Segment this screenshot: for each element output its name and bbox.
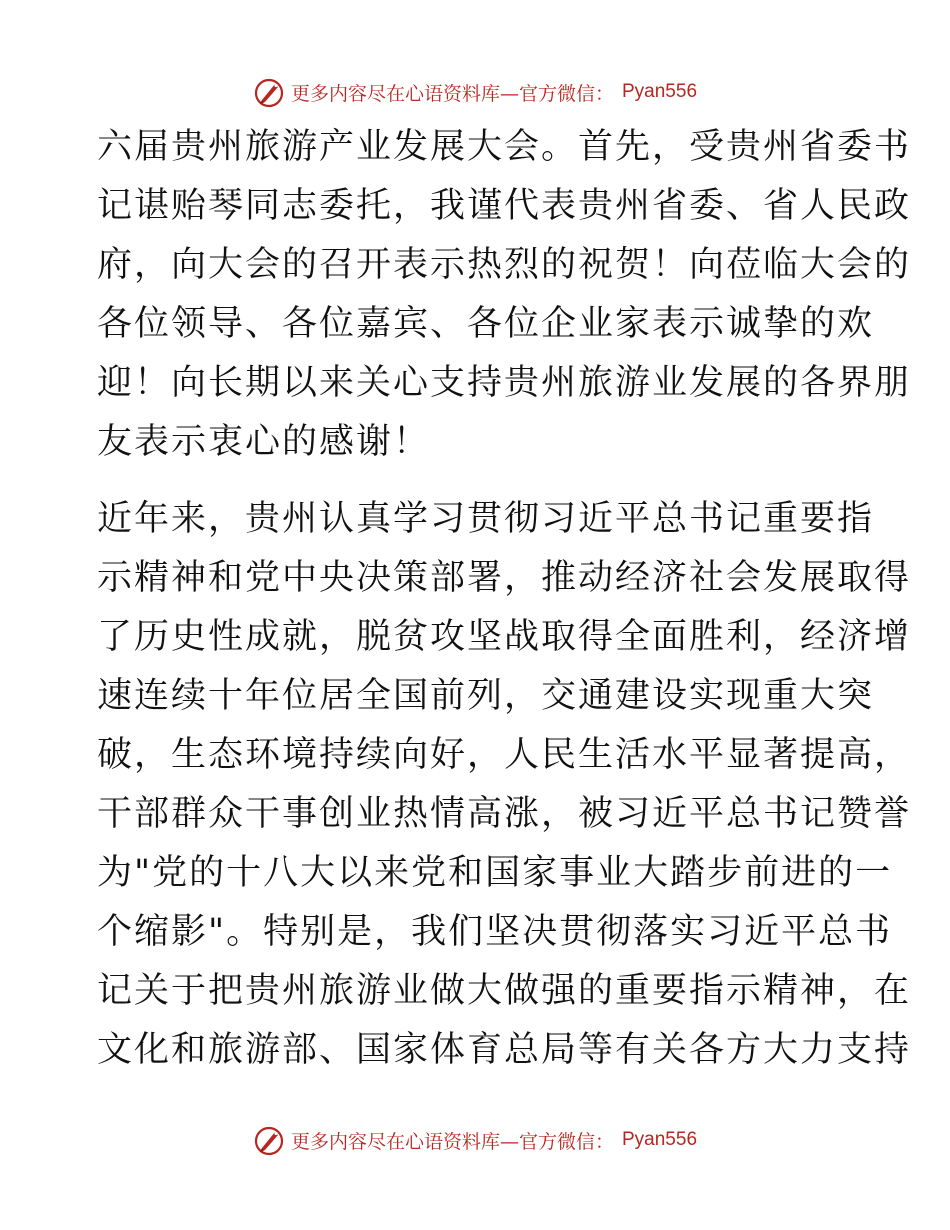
quill-pen-logo-icon	[253, 76, 285, 108]
text-line: 文化和旅游部、国家体育总局等有关各方大力支持	[97, 1030, 912, 1070]
paragraph-2	[97, 490, 912, 1080]
paragraph-1	[97, 118, 912, 472]
footer-watermark	[0, 1120, 950, 1160]
quill-pen-logo-icon	[253, 1124, 285, 1156]
watermark-wechat-id: Pyan556	[622, 81, 698, 102]
text-line: 了历史性成就，脱贫攻坚战取得全面胜利，经济增	[97, 617, 912, 657]
text-line: 破，生态环境持续向好，人民生活水平显著提高，	[97, 735, 912, 775]
header-watermark	[0, 72, 950, 112]
text-line: 干部群众干事创业热情高涨，被习近平总书记赞誉	[97, 794, 912, 834]
text-line: 速连续十年位居全国前列，交通建设实现重大突	[97, 676, 875, 716]
text-line: 迎！向长期以来关心支持贵州旅游业发展的各界朋	[97, 363, 912, 403]
watermark-wechat-id: Pyan556	[622, 1129, 698, 1150]
text-line: 为"党的十八大以来党和国家事业大踏步前进的一	[97, 853, 893, 893]
watermark-text: 更多内容尽在心语资料库—官方微信：	[290, 1130, 614, 1153]
text-line: 记关于把贵州旅游业做大做强的重要指示精神，在	[97, 971, 912, 1011]
paragraph-spacer	[97, 472, 857, 490]
text-line: 近年来，贵州认真学习贯彻习近平总书记重要指	[97, 499, 875, 539]
text-line: 示精神和党中央决策部署，推动经济社会发展取得	[97, 558, 912, 598]
text-line: 府，向大会的召开表示热烈的祝贺！向莅临大会的	[97, 245, 912, 285]
document-body	[97, 118, 912, 1080]
text-line: 友表示衷心的感谢！	[97, 422, 431, 462]
text-line: 个缩影"。特别是，我们坚决贯彻落实习近平总书	[97, 912, 893, 952]
text-line: 记谌贻琴同志委托，我谨代表贵州省委、省人民政	[97, 186, 912, 226]
text-line: 各位领导、各位嘉宾、各位企业家表示诚挚的欢	[97, 304, 875, 344]
text-line: 六届贵州旅游产业发展大会。首先，受贵州省委书	[97, 127, 912, 167]
watermark-text: 更多内容尽在心语资料库—官方微信：	[290, 82, 614, 105]
